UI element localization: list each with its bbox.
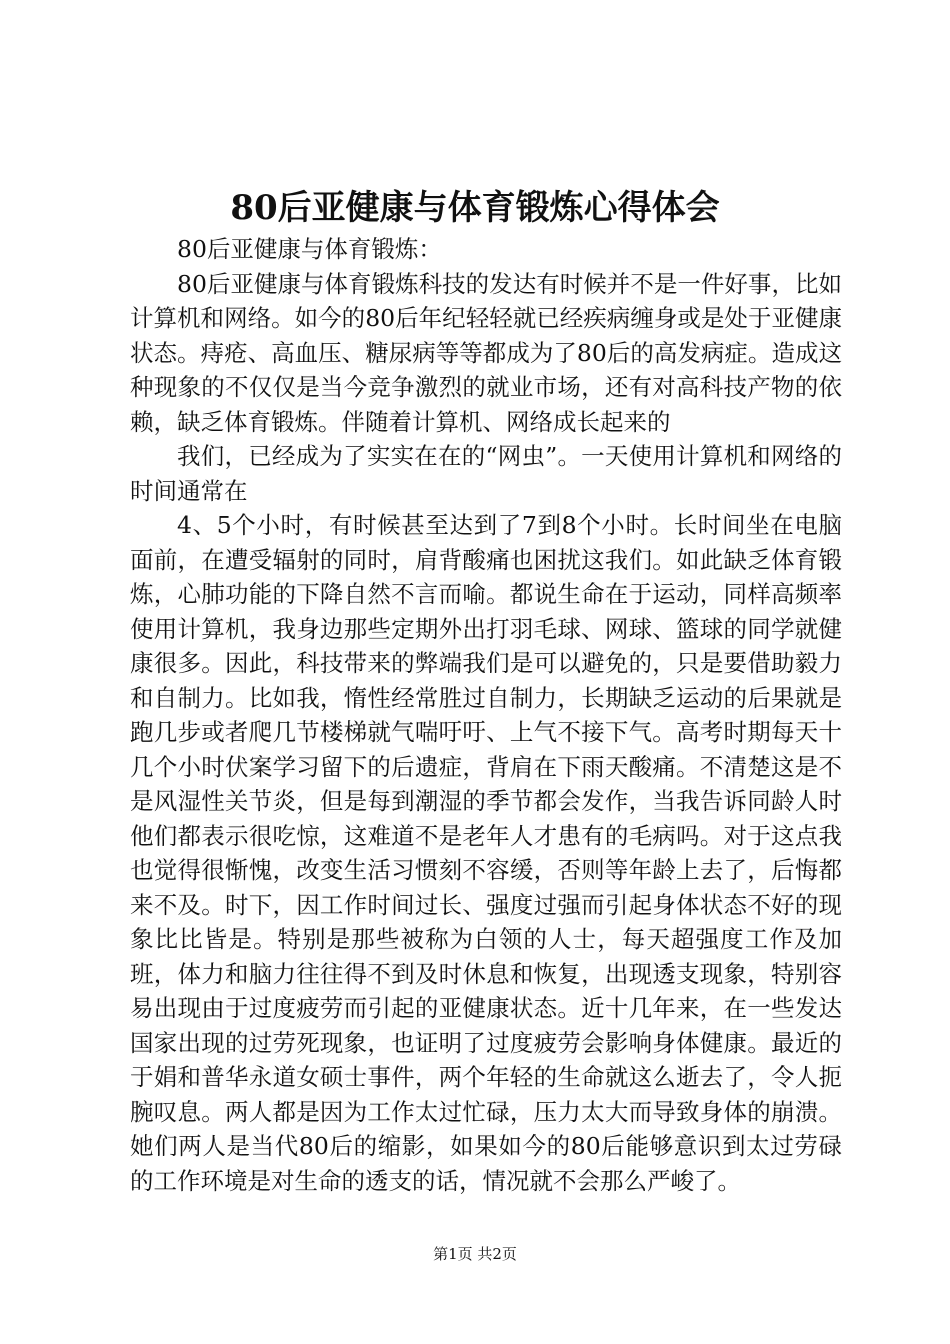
paragraph: 4、5个小时，有时候甚至达到了7到8个小时。长时间坐在电脑面前，在遭受辐射的同时，肩背酸痛也困扰这我们。如此缺乏体育锻炼，心肺功能的下降自然不言而喻。都说生命在于运动，同样高频率使用计算机，我身边那些定期外出打羽毛球、网球、篮球的同学就健康很多。因此，科技带来的弊端我们是可以避免的，只是要借助毅力和自制力。比如我，惰性经常胜过自制力，长期缺乏运动的后果就是跑几步或者爬几节楼梯就气喘吁吁、上气不接下气。高考时期每天十几个小时伏案学习留下的后遗症，背肩在下雨天酸痛。不清楚这是不是风湿性关节炎，但是每到潮湿的季节都会发作，当我告诉同龄人时他们都表示很吃惊，这难道不是老年人才患有的毛病吗。对于这点我也觉得很惭愧，改变生活习惯刻不容缓，否则等年龄上去了，后悔都来不及。时下，因工作时间过长、强度过强而引起身体状态不好的现象比比皆是。特别是那些被称为白领的人士，每天超强度工作及加班，体力和脑力往往得不到及时休息和恢复，出现透支现象，特别容易出现由于过度疲劳而引起的亚健康状态。近十几年来，在一些发达国家出现的过劳死现象，也证明了过度疲劳会影响身体健康。最近的于娟和普华永道女硕士事件，两个年轻的生命就这么逝去了，令人扼腕叹息。两人都是因为工作太过忙碌，压力太大而导致身体的崩溃。她们两人是当代80后的缩影，如果如今的80后能够意识到太过劳碌的工作环境是对生命的透支的话，情况就不会那么严峻了。 bbox=[130, 511, 842, 1195]
document-title: 80后亚健康与体育锻炼心得体会 bbox=[230, 188, 720, 228]
page-footer: 第1页 共2页 bbox=[433, 1245, 517, 1263]
document-body bbox=[130, 232, 842, 1198]
paragraph: 我们，已经成为了实实在在的“网虫”。一天使用计算机和网络的时间通常在 bbox=[130, 442, 842, 505]
paragraph-heading: 80后亚健康与体育锻炼： bbox=[177, 235, 442, 263]
paragraph: 80后亚健康与体育锻炼科技的发达有时候并不是一件好事，比如计算机和网络。如今的80后年纪轻轻就已经疾病缠身或是处于亚健康状态。痔疮、高血压、糖尿病等等都成为了80后的高发病症。造成这种现象的不仅仅是当今竞争激烈的就业市场，还有对高科技产物的依赖，缺乏体育锻炼。伴随着计算机、网络成长起来的 bbox=[130, 269, 842, 436]
